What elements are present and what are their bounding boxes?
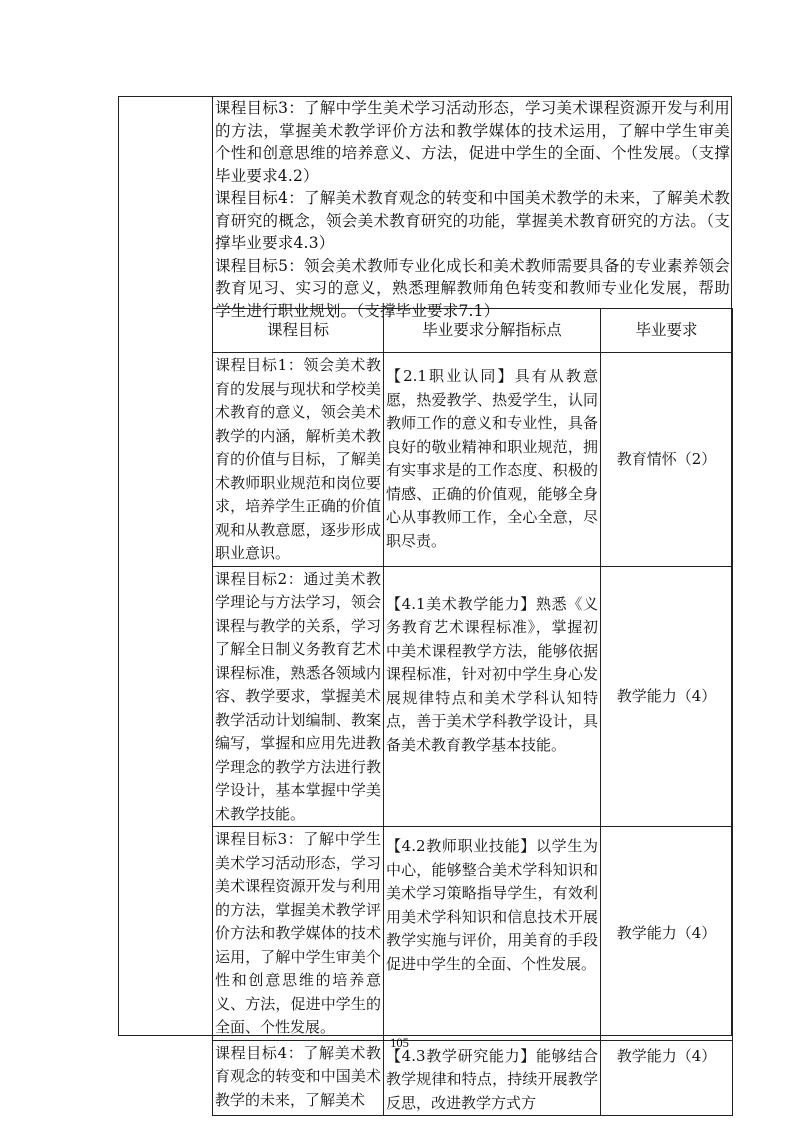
intro-objective-3: 课程目标3：了解中学生美术学习活动形态，学习美术课程资源开发与利用的方法，掌握美术教学评价方法和教学媒体的技术运用，了解中学生审美个性和创意思维的培养意义、方法，促进中学生的全面、个性发展。（支撑毕业要求4.2） <box>215 99 730 185</box>
goal-cell: 课程目标3：了解中学生美术学习活动形态，学习美术课程资源开发与利用的方法，掌握美术教学评价方法和教学媒体的技术运用，了解中学生审美个性和创意思维的培养意义、方法，促进中学生的全面、个性发展。 <box>213 827 384 1041</box>
indicator-cell: 【4.2教师职业技能】以学生为中心，能够整合美术学科知识和美术学习策略指导学生，有效利用美术学科知识和信息技术开展教学实施与评价，用美育的手段促进中学生的全面、个性发展。 <box>384 827 601 1041</box>
objectives-mapping-table <box>212 308 733 1116</box>
table-header-row <box>213 309 733 353</box>
intro-objective-5: 课程目标5：领会美术教师专业化成长和美术教师需要具备的专业素养领会教育见习、实习的意义，熟悉理解教师角色转变和教师专业化发展，帮助学生进行职业规划。（支撑毕业要求7.1） <box>215 256 730 320</box>
requirement-cell: 教育情怀（2） <box>601 353 733 567</box>
header-course-objective: 课程目标 <box>213 309 384 353</box>
table-row <box>213 827 733 1041</box>
table-row <box>213 566 733 827</box>
table-row <box>213 353 733 567</box>
indicator-cell: 【4.1美术教学能力】熟悉《义务教育艺术课程标准》，掌握初中美术课程教学方法，能够依据课程标准，针对初中学生身心发展规律特点和美术学科认知特点，善于美术学科教学设计，具备美术教育教学基本技能。 <box>384 566 601 827</box>
indicator-cell: 【2.1职业认同】具有从教意愿，热爱教学、热爱学生，认同教师工作的意义和专业性，具备良好的敬业精神和职业规范，拥有实事求是的工作态度、积极的情感、正确的价值观，能够全身心从事教师工作，全心全意，尽职尽责。 <box>384 353 601 567</box>
header-indicator: 毕业要求分解指标点 <box>384 309 601 353</box>
indicator-cell: 【4.3教学研究能力】能够结合教学规律和特点，持续开展教学反思，改进教学方式方 <box>384 1040 601 1116</box>
requirement-cell: 教学能力（4） <box>601 566 733 827</box>
goal-cell: 课程目标4：了解美术教育观念的转变和中国美术教学的未来，了解美术 <box>213 1040 384 1116</box>
goal-cell: 课程目标1：领会美术教育的发展与现状和学校美术教育的意义，领会美术教学的内涵，解析美术教育的价值与目标，了解美术教师职业规范和岗位要求，培养学生正确的价值观和从教意愿，逐步形成职业意识。 <box>213 353 384 567</box>
goal-cell: 课程目标2：通过美术教学理论与方法学习，领会课程与教学的关系，学习了解全日制义务教育艺术课程标准，熟悉各领域内容、教学要求，掌握美术教学活动计划编制、教案编写，掌握和应用先进教学理念的教学方法进行教学设计，基本掌握中学美术教学技能。 <box>213 566 384 827</box>
intro-objective-4: 课程目标4：了解美术教育观念的转变和中国美术教学的未来，了解美术教育研究的概念，领会美术教育研究的功能，掌握美术教育研究的方法。（支撑毕业要求4.3） <box>215 189 730 252</box>
requirement-cell: 教学能力（4） <box>601 827 733 1041</box>
requirement-cell: 教学能力（4） <box>601 1040 733 1116</box>
course-objectives-intro <box>215 97 730 322</box>
header-graduation-requirement: 毕业要求 <box>601 309 733 353</box>
table-row <box>213 1040 733 1116</box>
page-number: 105 <box>390 1036 409 1050</box>
